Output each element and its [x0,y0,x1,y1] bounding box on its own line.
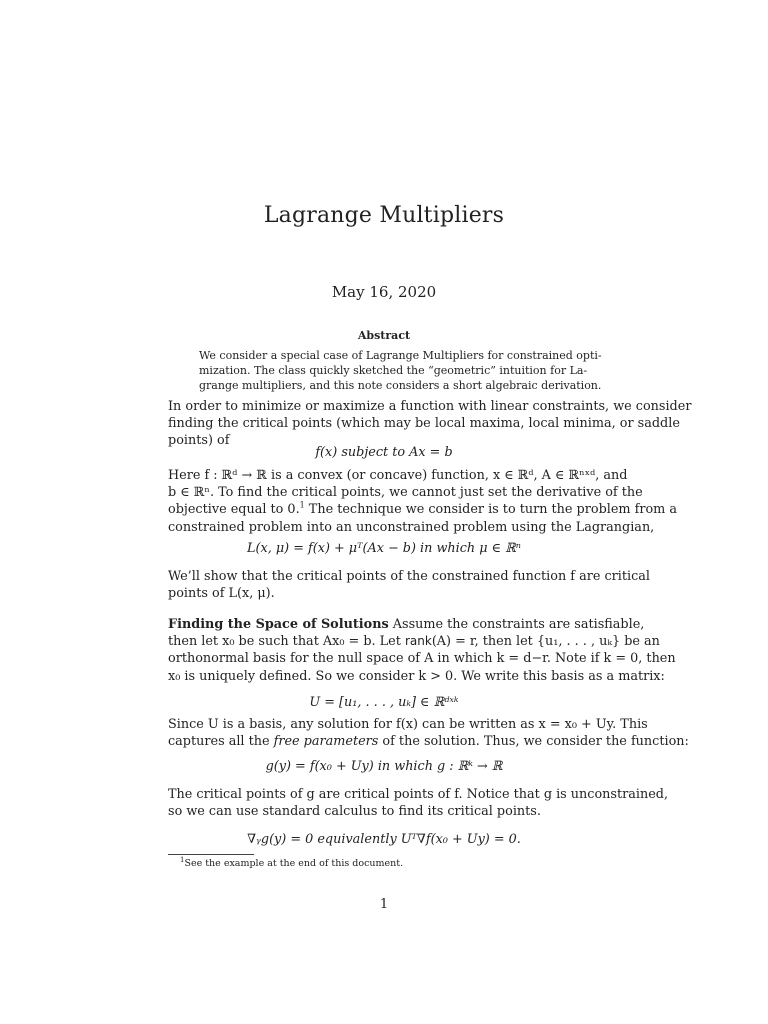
paragraph-line: x₀ is uniquely defined. So we consider k > 0. We write this basis as a matrix: [168,668,665,684]
section-heading: Finding the Space of Solutions [168,617,389,632]
paragraph-line: b ∈ ℝⁿ. To find the critical points, we cannot just set the derivative of the [168,485,643,501]
equation-gradient: ∇ᵧg(y) = 0 equivalently Uᵀ∇f(x₀ + Uy) = 0. [247,832,521,847]
footnote [180,855,404,869]
text-run: objective equal to 0. [168,502,300,518]
intro-paragraph [168,398,692,450]
abstract-body [199,348,602,394]
equation-basis-matrix: U = [u₁, . . . , uₖ] ∈ ℝᵈˣᵏ [309,695,459,710]
paragraph-line: points) of [168,433,230,449]
paragraph-line: orthonormal basis for the null space of A in which k = d−r. Note if k = 0, then [168,651,676,667]
free-parameters-paragraph [168,716,689,750]
paragraph-line: Since U is a basis, any solution for f(x) can be written as x = x₀ + Uy. This [168,717,648,732]
abstract-line: grange multipliers, and this note considers a short algebraic derivation. [199,379,602,393]
text-run: Assume the constraints are satisfiable, [388,617,645,632]
paragraph-line: finding the critical points (which may be local maxima, local minima, or saddle [168,416,680,432]
paragraph-line: points of L(x, μ). [168,586,275,602]
paragraph-line: constrained problem into an unconstrained problem using the Lagrangian, [168,519,655,535]
footnote-text: See the example at the end of this document. [184,858,404,869]
paragraph-line: In order to minimize or maximize a function with linear constraints, we consider [168,399,692,414]
footnote-mark: 1 [299,501,305,511]
footnote-mark: 1 [180,855,185,864]
text-run: then let x₀ be such that Ax₀ = b. Let [168,634,405,650]
paragraph-line [168,501,678,518]
paper-title: Lagrange Multipliers [263,203,505,228]
critical-points-paragraph [168,786,669,820]
page-number: 1 [379,897,389,912]
paragraph-line [168,633,660,650]
abstract-line: We consider a special case of Lagrange Multipliers for constrained opti- [199,349,602,362]
emphasis-text: free parameters [273,734,379,750]
definitions-paragraph [168,467,678,536]
solution-space-paragraph [168,616,676,685]
text-run: (A) = r, then let {u₁, . . . , uₖ} be an [431,634,660,650]
paragraph-line [168,616,645,633]
paragraph-line: The critical points of g are critical points of f. Notice that g is unconstrained, [168,787,669,802]
claim-paragraph [168,568,650,602]
paragraph-line: We’ll show that the critical points of the constrained function f are critical [168,569,650,584]
text-run: The technique we consider is to turn the problem from a [304,502,678,518]
text-run: of the solution. Thus, we consider the function: [378,734,689,750]
footnote-rule [168,854,254,855]
equation-g-definition: g(y) = f(x₀ + Uy) in which g : ℝᵏ → ℝ [265,759,503,774]
abstract-line: mization. The class quickly sketched the “geometric” intuition for La- [199,364,588,378]
text-run: captures all the [168,734,274,750]
paper-date: May 16, 2020 [331,283,437,301]
abstract-heading: Abstract [357,329,411,342]
rank-operator: rank [404,634,432,649]
paragraph-line: so we can use standard calculus to find its critical points. [168,804,541,820]
equation-constraint: f(x) subject to Ax = b [315,445,453,460]
equation-lagrangian: L(x, μ) = f(x) + μᵀ(Ax − b) in which μ ∈ ℝⁿ [247,541,521,556]
paragraph-line: Here f : ℝᵈ → ℝ is a convex (or concave) function, x ∈ ℝᵈ, A ∈ ℝⁿˣᵈ, and [168,468,628,483]
paragraph-line [168,733,689,750]
